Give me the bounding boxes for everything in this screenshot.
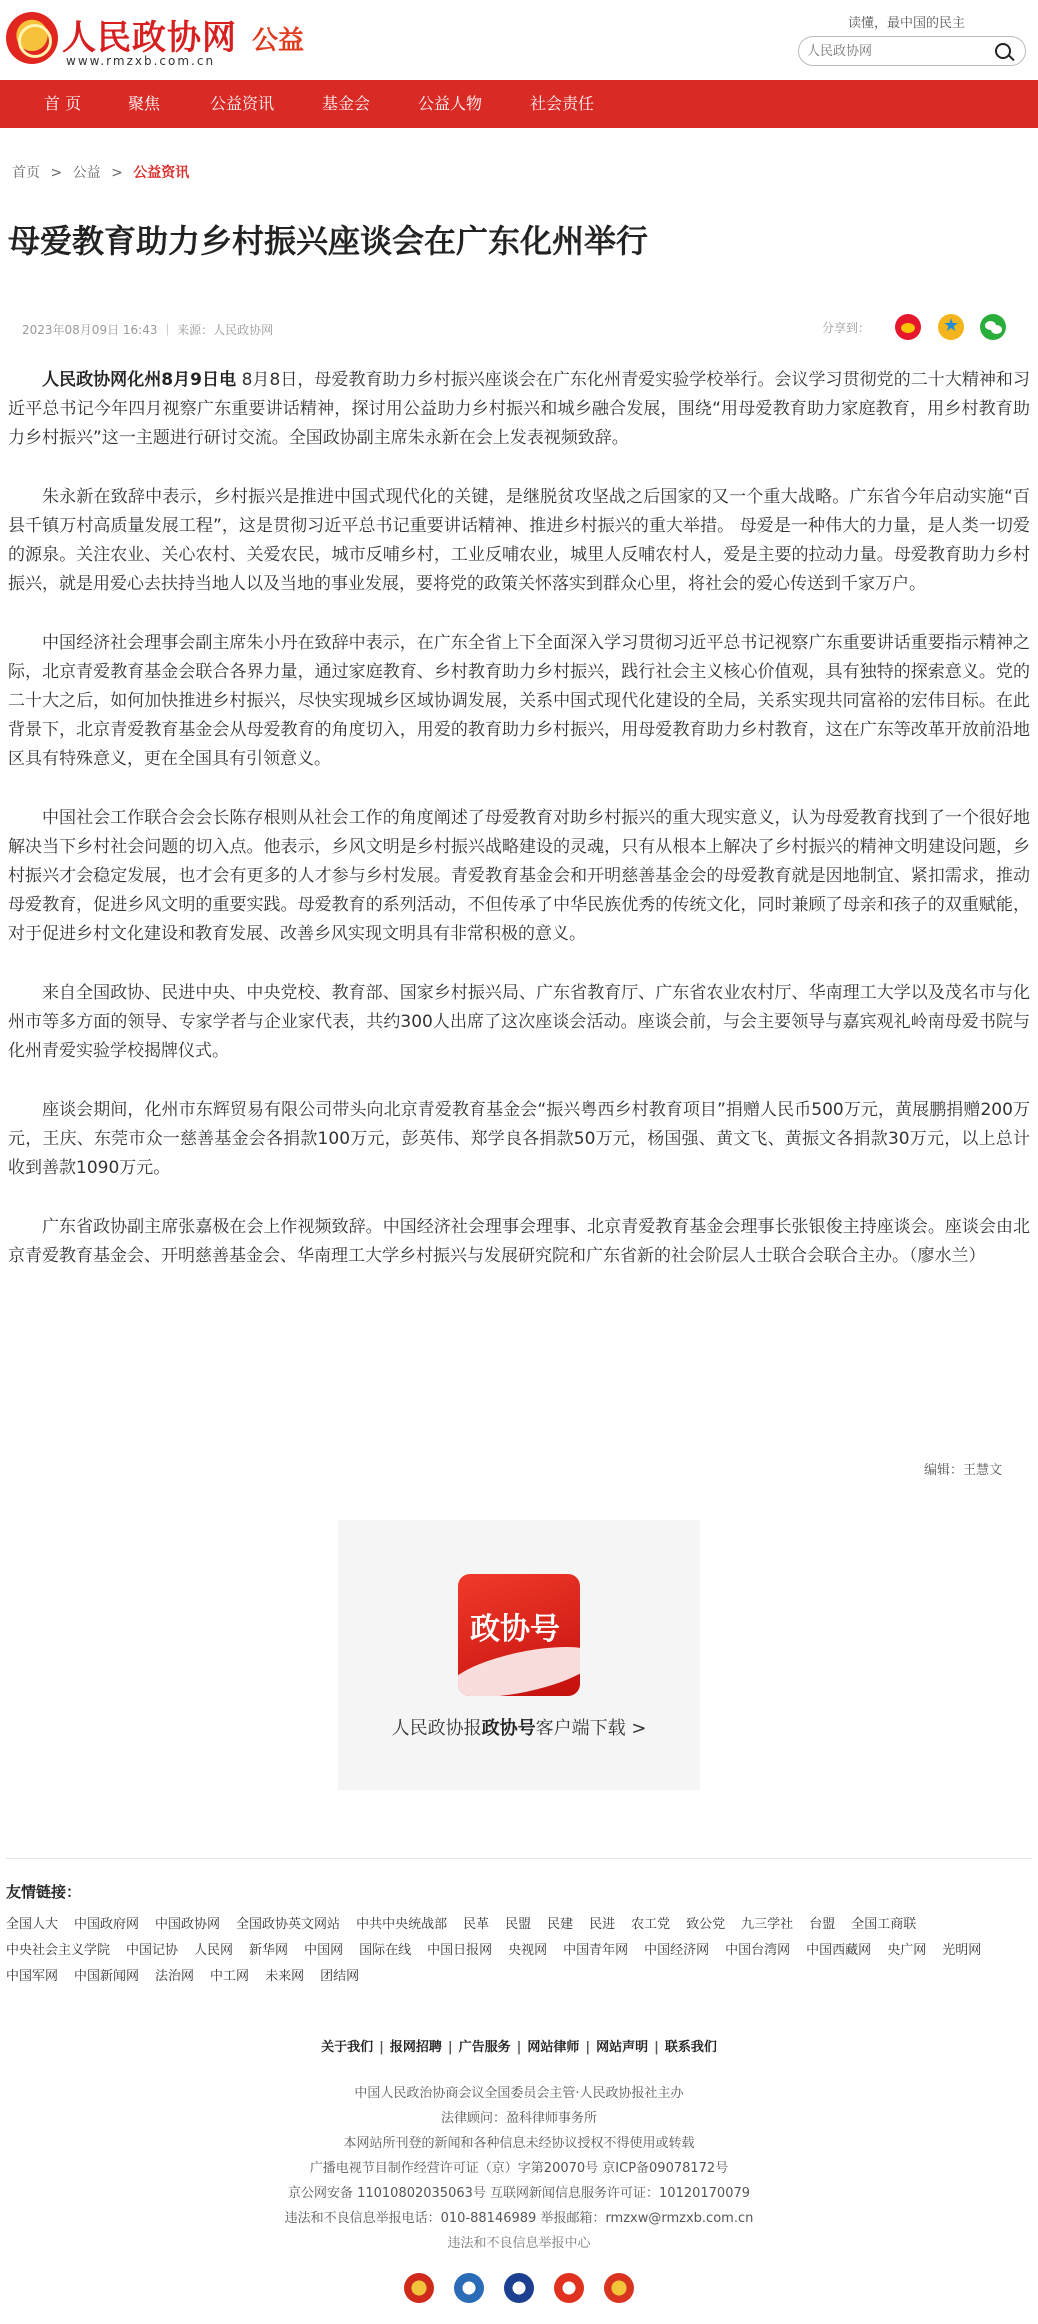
friend-link[interactable]: 致公党 [686,1917,726,1932]
footer-badges [404,2273,644,2309]
footer-link[interactable]: 网站声明 [596,2040,649,2055]
nav-item-foundation[interactable]: 基金会 [322,94,371,113]
credit-badge-icon[interactable] [604,2273,634,2303]
footer-line-copyright: 本网站所刊登的新闻和各种信息未经协议授权不得使用或转载 [343,2136,695,2151]
nav-item-charity-people[interactable]: 公益人物 [418,94,483,113]
article-paragraph: 中国经济社会理事会副主席朱小丹在致辞中表示，在广东全省上下全面深入学习贯彻习近平总书记视察广东重要讲话重要指示精神之际，北京青爱教育基金会联合各界力量，通过家庭教育、乡村教育助力乡村振兴，践行社会主义核心价值观，具有独特的探索意义。党的二十大之后，如何加快推进乡村振兴，尽快实现城乡区域协调发展，关系中国式现代化建设的全局，关系实现共同富裕的宏伟目标。在此背景下，北京青爱教育基金会从母爱教育的角度切入，用爱的教育助力乡村振兴，用母爱教育助力乡村教育，这在广东等改革开放前沿地区具有特殊意义，更在全国具有引领意义。 [8,633,1030,769]
friend-link[interactable]: 中国网 [304,1943,344,1958]
breadcrumb-home[interactable]: 首页 [12,165,40,181]
friend-link[interactable]: 台盟 [809,1917,836,1932]
article-paragraph: 朱永新在致辞中表示，乡村振兴是推进中国式现代化的关键，是继脱贫攻坚战之后国家的又一个重大战略。广东省今年启动实施“百县千镇万村高质量发展工程”，这是贯彻习近平总书记重要讲话精神、推进乡村振兴的重大举措。 母爱是一种伟大的力量，是人类一切爱的源泉。关注农业、关心农村、关爱农民，城市反哺乡村，工业反哺农业，城里人反哺农村人，爱是主要的拉动力量。母爱教育助力乡村振兴，就是用爱心去扶持当地人以及当地的事业发展，要将党的政策关怀落实到群众心里，将社会的爱心传送到千家万户。 [8,487,1030,594]
footer-link[interactable]: 报网招聘 [389,2040,442,2055]
footer-link[interactable]: 联系我们 [664,2040,717,2055]
security-certification-icon[interactable] [504,2273,534,2303]
footer-link-separator: | [516,2040,522,2055]
article-lead: 人民政协网化州8月9日电 [42,370,237,390]
friend-link[interactable]: 中国日报网 [427,1943,493,1958]
share-label: 分享到： [822,321,871,335]
app-logo-text: 政协号 [470,1612,560,1647]
friend-link[interactable]: 农工党 [631,1917,671,1932]
breadcrumb [12,162,195,182]
breadcrumb-separator: > [111,165,123,181]
footer-link[interactable]: 关于我们 [321,2040,374,2055]
friend-link[interactable]: 九三学社 [741,1917,794,1932]
friend-link[interactable]: 全国人大 [6,1917,59,1932]
search-icon[interactable] [995,43,1011,59]
friend-link[interactable]: 人民网 [194,1943,234,1958]
channel-badge[interactable]: 公益 [252,26,305,56]
cppcc-emblem-icon [6,12,58,64]
friend-link[interactable]: 民进 [589,1917,616,1932]
friend-link[interactable]: 中国新闻网 [74,1969,140,1984]
article-title: 母爱教育助力乡村振兴座谈会在广东化州举行 [8,222,649,260]
friend-link[interactable]: 中国政府网 [74,1917,140,1932]
footer-link-separator: | [585,2040,591,2055]
friend-link[interactable]: 央广网 [887,1943,927,1958]
footer-link-separator: | [379,2040,384,2055]
friend-link[interactable]: 中央社会主义学院 [6,1943,111,1958]
article-editor: 编辑：王慧文 [924,1463,1003,1478]
section-divider [6,1858,1032,1859]
friend-link[interactable]: 国际在线 [359,1943,412,1958]
friend-link[interactable]: 中共中央统战部 [356,1917,448,1932]
friend-link[interactable]: 未来网 [265,1969,305,1984]
friend-link[interactable]: 中国经济网 [644,1943,710,1958]
friend-link[interactable]: 中国台湾网 [725,1943,791,1958]
friend-link[interactable]: 中工网 [210,1969,250,1984]
nav-item-charity-news[interactable]: 公益资讯 [210,94,275,113]
app-download-link[interactable]: 人民政协报政协号客户端下载 > [391,1718,647,1739]
nav-item-home[interactable]: 首 页 [44,94,82,113]
footer-links [0,2036,1038,2055]
search-input[interactable] [807,42,987,60]
friend-links-title: 友情链接： [6,1883,82,1901]
main-nav [0,80,1038,128]
wechat-share-icon[interactable] [980,314,1006,340]
nav-item-focus[interactable]: 聚焦 [128,94,161,113]
article-paragraph: 广东省政协副主席张嘉极在会上作视频致辞。中国经济社会理事会理事、北京青爱教育基金会理事长张银俊主持座谈会。座谈会由北京青爱教育基金会、开明慈善基金会、华南理工大学乡村振兴与发展研究院和广东省新的社会阶层人士联合会联合主办。（廖水兰） [8,1217,1030,1266]
footer-line-report-center[interactable]: 违法和不良信息举报中心 [447,2236,591,2251]
qzone-share-icon[interactable] [938,314,964,340]
footer-line-legal: 法律顾问：盈科律师事务所 [440,2111,597,2126]
footer-link[interactable]: 广告服务 [458,2040,511,2055]
logo-text: 人民政协网 [62,18,237,58]
site-header [0,0,1038,80]
friend-link[interactable]: 全国政协英文网站 [236,1917,341,1932]
site-logo[interactable] [6,8,246,72]
footer-line-report: 违法和不良信息举报电话：010-88146989 举报邮箱：rmzxw@rmzxb.com.cn [284,2211,754,2226]
police-badge-icon[interactable] [404,2273,434,2303]
friend-link[interactable]: 央视网 [508,1943,548,1958]
site-slogan: 读懂，最中国的民主 [848,16,966,31]
cyber-police-icon[interactable] [454,2273,484,2303]
friend-link[interactable]: 全国工商联 [851,1917,917,1932]
footer-link-separator: | [447,2040,453,2055]
nav-item-social-responsibility[interactable]: 社会责任 [530,94,595,113]
footer-line-sponsor: 中国人民政治协商会议全国委员会主管·人民政协报社主办 [354,2086,684,2101]
article-paragraph: 来自全国政协、民进中央、中央党校、教育部、国家乡村振兴局、广东省教育厅、广东省农业农村厅、华南理工大学以及茂名市与化州市等多方面的领导、专家学者与企业家代表，共约300人出席了这次座谈会活动。座谈会前，与会主要领导与嘉宾观礼岭南母爱书院与化州青爱实验学校揭牌仪式。 [8,983,1030,1061]
article-meta: 2023年08月09日 16:43 ｜ 来源：人民政协网 [22,323,274,337]
footer-link[interactable]: 网站律师 [527,2040,580,2055]
friend-links [6,1912,1026,1990]
search-box [798,36,1026,66]
friend-link[interactable]: 新华网 [249,1943,289,1958]
friend-link[interactable]: 民建 [547,1917,574,1932]
footer-line-license: 广播电视节目制作经营许可证（京）字第20070号 京ICP备09078172号 [309,2161,729,2176]
friend-link[interactable]: 民盟 [505,1917,532,1932]
app-promo[interactable] [338,1520,700,1790]
article-paragraph: 中国社会工作联合会会长陈存根则从社会工作的角度阐述了母爱教育对助乡村振兴的重大现实意义，认为母爱教育找到了一个很好地解决当下乡村社会问题的切入点。他表示，乡风文明是乡村振兴战略建设的灵魂，只有从根本上解决了乡村振兴的精神文明建设问题，乡村振兴才会稳定发展，也才会有更多的人才参与乡村发展。青爱教育基金会和开明慈善基金会的母爱教育就是因地制宜、紧扣需求，推动母爱教育，促进乡风文明的重要实践。母爱教育的系列活动，不但传承了中华民族优秀的传统文化，同时兼顾了母亲和孩子的双重赋能，对于促进乡村文化建设和教育发展、改善乡风实现文明具有非常积极的意义。 [8,808,1030,944]
friend-link[interactable]: 法治网 [155,1969,195,1984]
breadcrumb-current[interactable]: 公益资讯 [133,165,190,181]
article-paragraph: 人民政协网化州8月9日电 8月8日，母爱教育助力乡村振兴座谈会在广东化州青爱实验学校举行。会议学习贯彻党的二十大精神和习近平总书记今年四月视察广东重要讲话精神，探讨用公益助力乡村振兴和城乡融合发展，围绕“用母爱教育助力家庭教育，用乡村教育助力乡村振兴”这一主题进行研讨交流。全国政协副主席朱永新在会上发表视频致辞。 [8,370,1030,448]
breadcrumb-section[interactable]: 公益 [72,165,101,181]
friend-link[interactable]: 中国记协 [126,1943,179,1958]
footer-line-beian: 京公网安备 11010802035063号 互联网新闻信息服务许可证：10120170079 [287,2186,751,2201]
report-center-icon[interactable] [554,2273,584,2303]
zhengxiehao-app-icon[interactable] [458,1574,580,1696]
article-body [8,366,1030,1301]
friend-link[interactable]: 中国军网 [6,1969,59,1984]
weibo-share-icon[interactable] [895,314,921,340]
logo-url: www.rmzxb.com.cn [66,54,216,68]
footer-link-separator: | [654,2040,659,2055]
friend-link[interactable]: 团结网 [320,1969,360,1984]
breadcrumb-separator: > [50,165,63,181]
friend-link[interactable]: 中国西藏网 [806,1943,872,1958]
friend-link[interactable]: 光明网 [942,1943,982,1958]
friend-link[interactable]: 民革 [463,1917,490,1932]
friend-link[interactable]: 中国青年网 [563,1943,629,1958]
friend-link[interactable]: 中国政协网 [155,1917,221,1932]
article-paragraph: 座谈会期间，化州市东辉贸易有限公司带头向北京青爱教育基金会“振兴粤西乡村教育项目”捐赠人民币500万元，黄展鹏捐赠200万元，王庆、东莞市众一慈善基金会各捐款100万元，彭英伟、郑学良各捐款50万元，杨国强、黄文飞、黄振文各捐款30万元，以上总计收到善款1090万元。 [8,1100,1030,1178]
